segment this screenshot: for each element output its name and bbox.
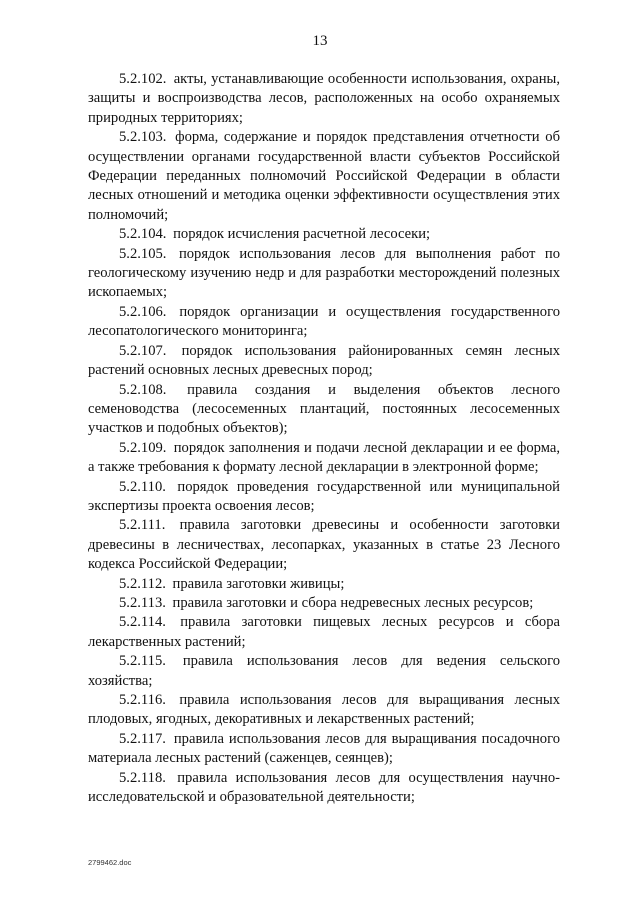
paragraph-number: 5.2.110. [119, 478, 166, 495]
paragraph-text: правила заготовки пищевых лесных ресурсов и сбора лекарственных растений; [88, 614, 560, 650]
paragraph-5-2-105 [88, 245, 560, 303]
paragraph-number: 5.2.107. [119, 342, 167, 359]
paragraph-5-2-108 [88, 381, 560, 439]
paragraph-text: правила использования лесов для выращивания лесных плодовых, ягодных, декоративных и лекарственных растений; [88, 692, 560, 728]
paragraph-5-2-110 [88, 478, 560, 517]
paragraph-number: 5.2.114. [119, 614, 166, 631]
footer-file-name: 2799462.doc [88, 858, 132, 867]
paragraph-number: 5.2.115. [119, 653, 166, 670]
document-body [88, 70, 560, 807]
paragraph-number: 5.2.104. [119, 226, 167, 243]
paragraph-number: 5.2.109. [119, 439, 167, 456]
paragraph-text: правила использования лесов для выращивания посадочного материала лесных растений (саженцев, сеянцев); [88, 730, 560, 767]
paragraph-5-2-109 [88, 439, 560, 478]
paragraph-5-2-106 [88, 303, 560, 342]
page-number: 13 [312, 33, 328, 49]
paragraph-number: 5.2.103. [119, 129, 167, 146]
paragraph-5-2-103 [88, 128, 560, 225]
paragraph-number: 5.2.102. [119, 71, 167, 87]
paragraph-number: 5.2.108. [119, 381, 167, 398]
paragraph-number: 5.2.111. [119, 517, 166, 534]
paragraph-number: 5.2.116. [119, 692, 166, 708]
paragraph-text: правила заготовки и сбора недревесных лесных ресурсов; [172, 594, 534, 611]
paragraph-text: акты, устанавливающие особенности использования, охраны, защиты и воспроизводства лесов, расположенных на особо охраняемых природных территориях; [88, 71, 560, 126]
paragraph-5-2-115 [88, 652, 560, 691]
paragraph-text: порядок организации и осуществления государственного лесопатологического мониторинга; [88, 303, 561, 340]
paragraph-text: порядок использования лесов для выполнения работ по геологическому изучению недр и для разработки месторождений полезных ископаемых; [88, 245, 560, 301]
paragraph-5-2-116 [88, 691, 560, 730]
paragraph-5-2-102 [88, 70, 560, 128]
paragraph-5-2-117 [88, 730, 560, 769]
paragraph-5-2-107 [88, 342, 560, 381]
paragraph-number: 5.2.117. [119, 730, 166, 747]
paragraph-number: 5.2.112. [119, 575, 166, 592]
paragraph-5-2-113 [88, 594, 560, 613]
paragraph-5-2-112 [88, 575, 560, 594]
paragraph-number: 5.2.118. [119, 769, 166, 786]
paragraph-5-2-104 [88, 225, 560, 244]
paragraph-number: 5.2.105. [119, 245, 167, 262]
paragraph-text: порядок исчисления расчетной лесосеки; [173, 226, 431, 243]
paragraph-text: правила использования лесов для осуществления научно-исследовательской и образовательной деятельности; [88, 769, 560, 806]
paragraph-text: правила использования лесов для ведения сельского хозяйства; [88, 653, 560, 689]
paragraph-number: 5.2.113. [119, 594, 166, 611]
paragraph-text: порядок использования районированных семян лесных растений основных лесных древесных пород; [88, 342, 560, 379]
paragraph-text: форма, содержание и порядок представления отчетности об осуществлении органами государственной власти субъектов Российской Федерации переданных полномочий Российской Федерации в области лесных отношений и методика оценки эффективности осуществления этих полномочий; [88, 129, 560, 223]
paragraph-number: 5.2.106. [119, 303, 167, 320]
paragraph-text: правила заготовки живицы; [172, 575, 345, 592]
paragraph-text: правила заготовки древесины и особенности заготовки древесины в лесничествах, лесопарках, указанных в статье 23 Лесного кодекса Российской Федерации; [88, 517, 560, 573]
paragraph-5-2-111 [88, 516, 560, 574]
paragraph-text: порядок проведения государственной или муниципальной экспертизы проекта освоения лесов; [88, 478, 560, 514]
paragraph-text: правила создания и выделения объектов лесного семеноводства (лесосеменных плантаций, постоянных лесосеменных участков и подобных объектов); [88, 381, 560, 437]
paragraph-5-2-118 [88, 769, 560, 808]
paragraph-5-2-114 [88, 613, 560, 652]
paragraph-text: порядок заполнения и подачи лесной декларации и ее форма, а также требования к формату лесной декларации в электронной форме; [88, 439, 560, 476]
